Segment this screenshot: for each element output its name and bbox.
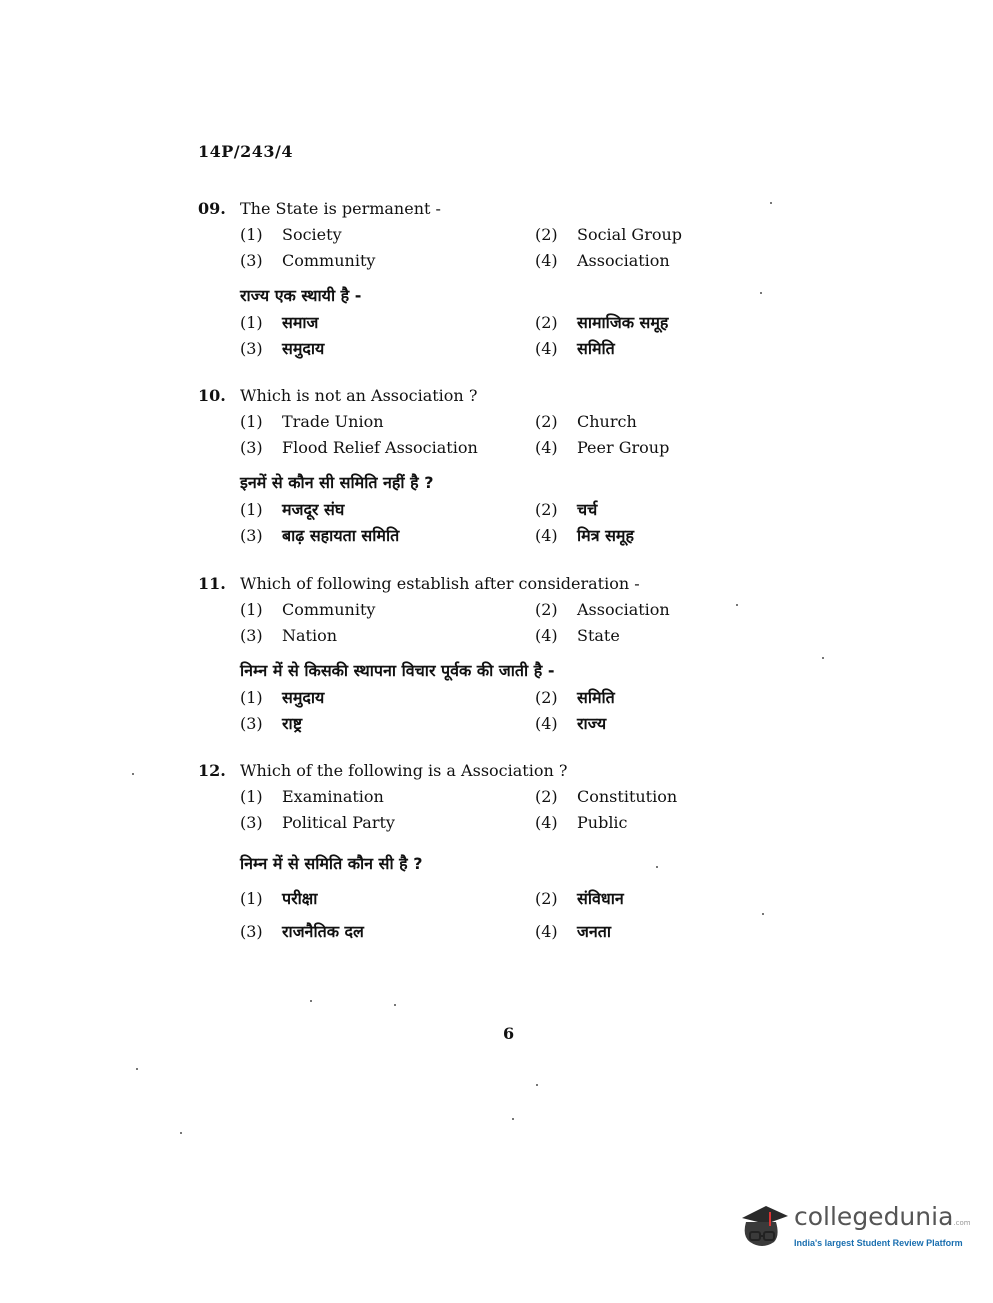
hindi-option-3: (3) राजनैतिक दल xyxy=(240,922,364,941)
scan-speck xyxy=(394,1004,396,1006)
hindi-option-1: (1) परीक्षा xyxy=(240,889,318,908)
hindi-option-1: (1) समाज xyxy=(240,313,319,332)
question-10 xyxy=(198,383,758,563)
scan-speck xyxy=(512,1118,514,1120)
question-number: 10. xyxy=(198,386,226,405)
option-4: (4) State xyxy=(535,626,620,645)
hindi-question: राज्य एक स्थायी है - xyxy=(240,286,362,305)
question-12 xyxy=(198,758,758,948)
option-4: (4) Peer Group xyxy=(535,438,670,457)
option-1: (1) Trade Union xyxy=(240,412,384,431)
scan-speck xyxy=(132,773,134,775)
option-2: (2) Constitution xyxy=(535,787,678,806)
question-11 xyxy=(198,571,758,751)
hindi-option-1: (1) मजदूर संघ xyxy=(240,500,345,519)
collegedunia-watermark xyxy=(736,1196,971,1260)
hindi-option-4: (4) जनता xyxy=(535,922,612,941)
question-09 xyxy=(198,196,758,376)
paper-code: 14P/243/4 xyxy=(198,142,294,161)
scan-speck xyxy=(736,604,738,606)
hindi-option-2: (2) सामाजिक समूह xyxy=(535,313,669,332)
scan-speck xyxy=(760,292,762,294)
question-number: 11. xyxy=(198,574,226,593)
option-1: (1) Community xyxy=(240,600,376,619)
option-3: (3) Political Party xyxy=(240,813,395,832)
question-text: Which of following establish after consideration - xyxy=(240,574,640,593)
hindi-option-3: (3) राष्ट्र xyxy=(240,714,303,733)
scan-speck xyxy=(310,1000,312,1002)
question-text: Which of the following is a Association ? xyxy=(240,761,568,780)
student-mascot-icon xyxy=(736,1196,790,1256)
option-4: (4) Public xyxy=(535,813,628,832)
scan-speck xyxy=(180,1132,182,1134)
option-4: (4) Association xyxy=(535,251,670,270)
hindi-option-2: (2) चर्च xyxy=(535,500,598,519)
hindi-option-2: (2) समिति xyxy=(535,688,615,707)
hindi-option-4: (4) समिति xyxy=(535,339,615,358)
option-2: (2) Association xyxy=(535,600,670,619)
hindi-question: निम्न में से किसकी स्थापना विचार पूर्वक की जाती है - xyxy=(240,661,555,680)
hindi-question: इनमें से कौन सी समिति नहीं है ? xyxy=(240,473,434,492)
option-2: (2) Social Group xyxy=(535,225,683,244)
hindi-option-3: (3) बाढ़ सहायता समिति xyxy=(240,526,400,545)
question-text: Which is not an Association ? xyxy=(240,386,478,405)
question-number: 12. xyxy=(198,761,226,780)
hindi-option-4: (4) मित्र समूह xyxy=(535,526,634,545)
page-number: 6 xyxy=(503,1024,515,1043)
hindi-option-2: (2) संविधान xyxy=(535,889,624,908)
scan-speck xyxy=(536,1084,538,1086)
hindi-question: निम्न में से समिति कौन सी है ? xyxy=(240,854,423,873)
hindi-option-1: (1) समुदाय xyxy=(240,688,325,707)
scan-speck xyxy=(136,1068,138,1070)
brand-tagline: India's largest Student Review Platform xyxy=(794,1238,963,1248)
scan-speck xyxy=(656,866,658,868)
option-1: (1) Examination xyxy=(240,787,384,806)
question-text: The State is permanent - xyxy=(240,199,441,218)
question-number: 09. xyxy=(198,199,226,218)
scan-speck xyxy=(770,202,772,204)
hindi-option-3: (3) समुदाय xyxy=(240,339,325,358)
option-3: (3) Nation xyxy=(240,626,338,645)
option-1: (1) Society xyxy=(240,225,342,244)
scan-speck xyxy=(822,657,824,659)
hindi-option-4: (4) राज्य xyxy=(535,714,607,733)
option-3: (3) Community xyxy=(240,251,376,270)
scan-speck xyxy=(762,913,764,915)
brand-name: collegedunia.com xyxy=(794,1202,971,1231)
option-2: (2) Church xyxy=(535,412,637,431)
option-3: (3) Flood Relief Association xyxy=(240,438,478,457)
